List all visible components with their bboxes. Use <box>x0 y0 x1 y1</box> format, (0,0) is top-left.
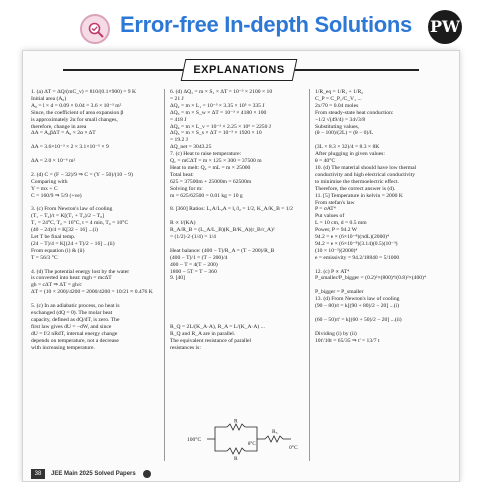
text-line: resistances is: <box>170 344 201 351</box>
text-line: 625 = 37500m + 25000m = 62500m <box>170 178 252 185</box>
text-line: P_bigger = P_smaller <box>315 289 364 296</box>
text-line: Solving for m: <box>170 185 203 192</box>
banner-rule-left <box>63 69 185 71</box>
page-footer <box>23 467 459 481</box>
text-line: 1/R_eq = 1/R₁ + 1/R₂ <box>315 89 364 95</box>
text-line: (40 − 24)/4 = K[32 − 16] ...(i) <box>31 227 98 234</box>
text-line <box>31 137 159 144</box>
text-line: (10 × 10⁻²)(2000)⁴ <box>315 247 358 254</box>
text-line: Heat balance: (400 − T)/R_A = (T − 200)/R_B <box>170 247 275 254</box>
hot-temp-label: 100°C <box>187 437 202 443</box>
text-line: Substituting values, <box>315 123 360 130</box>
text-line: 10t'/10t = 65/35 ⇒ t' = 13/7 t <box>315 337 380 344</box>
text-line <box>315 282 453 289</box>
column-left <box>31 89 159 351</box>
text-line: ΔA = 3.6×10⁻³ × 2 × 3.1×10⁻⁵ × 9 <box>31 144 109 151</box>
text-line: = 19.2 J <box>170 137 188 144</box>
text-line <box>170 241 304 248</box>
text-line: = 21 J <box>170 95 184 102</box>
column-divider <box>309 89 310 461</box>
text-line: m = 625/62500 = 0.01 kg = 10 g <box>170 192 243 199</box>
page-title: Error-free In-depth Solutions <box>120 12 412 37</box>
text-line: exchanged (dQ = 0). The molar heat <box>31 310 113 316</box>
text-line: R_Q and R_A are in parallel. <box>170 330 236 337</box>
text-line: 1800 − 5T = T − 360 <box>170 268 217 275</box>
promo-header <box>0 0 480 56</box>
text-line: first law gives dU = −dW, and since <box>31 323 112 330</box>
text-line <box>31 200 159 207</box>
text-line: L = 10 cm, d = 0.5 mm <box>315 220 367 227</box>
text-line: T = 56/3 °C <box>31 254 58 261</box>
text-line: 5. (c) In an adiabatic process, no heat is <box>31 303 120 310</box>
text-line: 1. (a) ΔT = ΔQ/(mC_v) = 810/(0.1×900) = 9 K <box>31 89 137 95</box>
text-line: Let T be final temp. <box>31 234 76 241</box>
text-line: (24 − T)/4 = K[(24 + T)/2 − 16] ...(ii) <box>31 240 115 247</box>
text-line <box>315 310 453 317</box>
text-line: ΔQ_net = 3043.25 <box>170 144 212 151</box>
resistor-top-label: R <box>234 419 238 425</box>
search-checklist-icon <box>80 14 110 44</box>
text-line: Initial area (A₀) <box>31 95 67 102</box>
text-line: A₀ = l × d = 0.09 × 0.04 = 3.6 × 10⁻³ m² <box>31 102 122 109</box>
text-line: ΔT = (10 × 200)/4200 = 2000/4200 = 10/21 ≈ 0.476 K <box>31 289 153 296</box>
text-line: conductivity and high electrical conductivity <box>315 171 416 178</box>
text-line <box>170 317 304 324</box>
text-line: therefore, change in area <box>31 123 87 130</box>
text-line: Heat to melt: Q₂ = mL = m × 25000 <box>170 164 251 171</box>
resistor-mid-label: R <box>234 456 238 461</box>
text-line <box>31 165 159 172</box>
text-line <box>31 262 159 269</box>
text-line <box>170 310 304 317</box>
text-line: (θ − 100)/(2L) = (θ − 0)/L <box>315 130 374 137</box>
text-line: 9. [40] <box>170 275 185 282</box>
text-line: T₁ = 24°C, T₂ = 16°C, t = 4 min, T₀ = 10°C <box>31 220 129 227</box>
text-line: Dividing (i) by (ii) <box>315 330 357 337</box>
text-line: Therefore, the correct answer is (d). <box>315 185 396 192</box>
text-line: ΔA = 2.0 × 10⁻⁶ m² <box>31 158 76 165</box>
text-line: depends on temperature, not a decrease <box>31 337 119 344</box>
text-line <box>170 213 304 220</box>
text-line: After plugging in given values: <box>315 151 385 158</box>
text-line <box>170 289 304 296</box>
text-line: ΔQ₂ = m × L₁ = 10⁻³ × 3.35 × 10⁵ = 335 J <box>170 102 265 109</box>
text-line: R ∝ l/(KA) <box>170 220 196 227</box>
text-line: ΔQ₄ = m × L_v = 10⁻³ × 2.25 × 10⁶ = 2250 J <box>170 123 271 130</box>
text-line: Put values of <box>315 213 345 220</box>
text-line: C = 160/9 ⇒ 5/9 (+ve) <box>31 192 82 199</box>
column-right <box>315 89 453 345</box>
text-line: From steady-state heat conduction: <box>315 109 394 116</box>
footer-logo-icon <box>143 470 151 478</box>
text-line: Power, P = 94.2 W <box>315 227 358 234</box>
explanations-banner <box>181 59 298 81</box>
text-line: P_smaller/P_bigger = (0.2)²×(800)⁴/(0.8)²×(400)⁴ <box>315 275 426 282</box>
text-line: with increasing temperature. <box>31 344 95 351</box>
page-number: 38 <box>31 469 45 479</box>
text-line <box>170 296 304 303</box>
text-line: to minimise the thermoelectric effect. <box>315 178 399 185</box>
text-line: 400 − T = 4(T − 200) <box>170 261 218 268</box>
text-line: 2. (d) C = (F − 32)/9 ⇒ C = (Y − 50)/(10 − 9) <box>31 171 133 178</box>
text-line: 94.2 = e × (6×10⁻⁸)(πdL)(2000)⁴ <box>315 234 389 241</box>
text-line: ΔQ₅ = m × S_s × ΔT = 10⁻³ × 1920 × 10 <box>170 130 262 137</box>
text-line: (60 − 50)/t' = k[(60 + 50)/2 − 20] ...(ii) <box>315 316 402 323</box>
text-line: C_P = C_P₁/C_V₁ ... <box>315 95 362 102</box>
text-line: Total heat: <box>170 171 194 178</box>
text-line: 7. (c) Heat to raise temperature: <box>170 151 242 158</box>
text-line: ΔQ₃ = m × S_w × ΔT = 10⁻³ × 4180 × 100 <box>170 109 267 116</box>
text-line: R_Q = 2L/(K_A·A), R_A = L/(K_A·A) ... <box>170 323 265 330</box>
text-line: (T₁ − T₂)/t = K[(T₁ + T₂)/2 − T₀] <box>31 213 105 220</box>
text-line: (90 − 80)/t = k[(90 + 80)/2 − 20] ...(i) <box>315 303 400 310</box>
text-line: Y = mx + C <box>31 185 58 192</box>
text-line: 94.2 = e × (6×10⁻⁸)(3.14)(0.5)(10⁻³) <box>315 240 398 247</box>
text-line: The equivalent resistance of parallel <box>170 337 252 344</box>
text-line: R_A/R_B = (L_A/L_B)(K_B/K_A)(r_B/r_A)² <box>170 227 275 234</box>
text-line: (400 − T)/1 = (T − 200)/4 <box>170 254 228 261</box>
text-line: (3L × 8.3 × 32)/4 = 8.3 × 8K <box>315 144 380 151</box>
text-line <box>170 303 304 310</box>
text-line: Q₁ = mCΔT = m × 125 × 300 = 37500 m <box>170 158 262 165</box>
text-line <box>315 137 453 144</box>
text-line: From stefan's law <box>315 199 355 206</box>
text-line: = (1/2)·2·(1/4) = 1/4 <box>170 234 216 241</box>
thermal-circuit-diagram <box>185 419 303 461</box>
text-line: is converted into heat: mgh = mcΔT <box>31 275 112 282</box>
text-line: 13. (d) From Newton's law of cooling <box>315 296 400 303</box>
text-line <box>315 262 453 269</box>
book-title: JEE Main 2025 Solved Papers <box>51 471 136 477</box>
banner-rule-right <box>293 69 419 71</box>
text-line <box>31 151 159 158</box>
text-line: = 418 J <box>170 116 187 123</box>
text-line: P = σAT⁴ <box>315 206 336 213</box>
text-line: θ = 40°C <box>315 158 336 165</box>
solution-page <box>22 50 460 482</box>
text-line: is approximately 2α for small changes, <box>31 116 118 123</box>
text-line: dU = f/2 nRdT, internal energy change <box>31 330 118 337</box>
node-temp-label: θ°C <box>248 442 256 447</box>
column-middle <box>170 89 304 351</box>
text-line: gh = cΔT ⇒ ΔT = gh/c <box>31 282 82 289</box>
pw-logo: PW <box>428 10 462 44</box>
text-line: 4. (d) The potential energy lost by the water <box>31 268 130 275</box>
text-line: 12. (c) P ∝ AT⁴ <box>315 268 350 275</box>
text-line <box>170 200 304 207</box>
text-line: Comparing with <box>31 178 68 185</box>
resistor-right-label: R₃ <box>272 429 278 435</box>
text-line <box>170 282 304 289</box>
text-line: e = emissivity = 94.2/18840 = 5/1000 <box>315 254 400 261</box>
text-line: 3. (c) From Newton's law of cooling <box>31 206 113 213</box>
text-line: Since, the coefficient of area expansion β <box>31 109 124 116</box>
text-line: 8. [360] Ratios: L₁A/L₂A = l₁/l₂ = 1/2, K_A/K_B = 1/2 <box>170 206 293 213</box>
banner-label: EXPLANATIONS <box>193 64 285 76</box>
text-line: 10. (d) The material should have low thermal <box>315 164 417 171</box>
text-line: capacity, defined as dQ/dT, is zero. The <box>31 316 120 323</box>
text-line: From equation (i) & (ii) <box>31 247 85 254</box>
text-line <box>315 324 453 331</box>
text-line <box>31 296 159 303</box>
cold-temp-label: 0°C <box>289 445 298 451</box>
text-line: −1/2 √(49/4) = 34√3/8 <box>315 116 366 123</box>
text-line: 2x/70 = 0.04 moles <box>315 102 359 109</box>
text-line: 6. (d) ΔQ₁ = m × S₁ × ΔT = 10⁻³ × 2100 × 10 <box>170 89 273 95</box>
column-divider <box>164 89 165 461</box>
text-line: ΔA = A₀βΔT = A₀ × 2α × ΔT <box>31 130 96 137</box>
text-line: 11. [5] Temperature in kelvin = 2000 K <box>315 192 403 199</box>
